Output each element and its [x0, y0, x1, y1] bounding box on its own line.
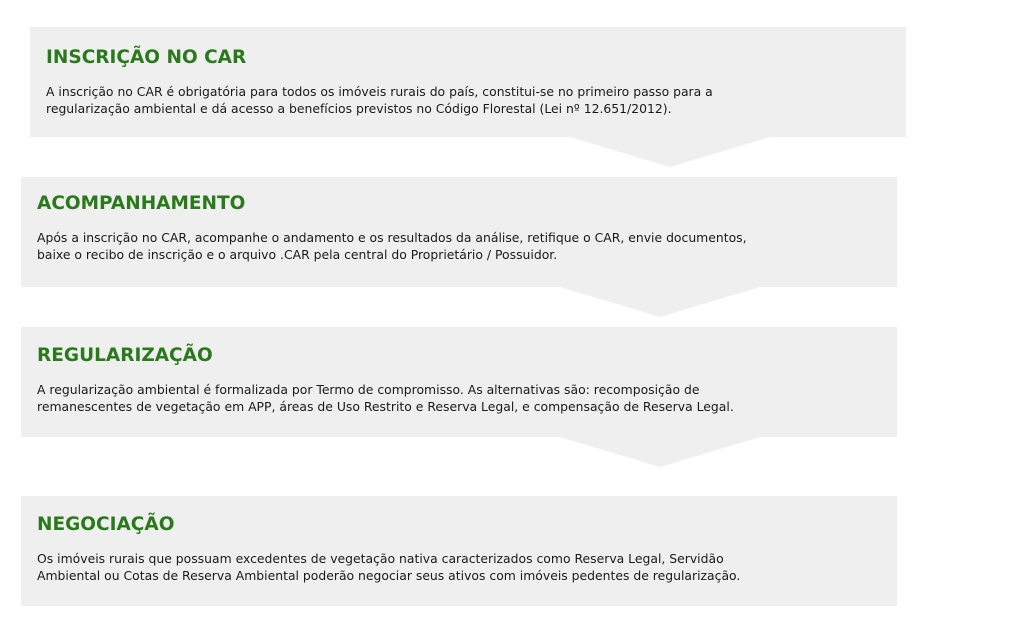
step-inscricao-box — [30, 27, 906, 137]
down-arrow-connector-2 — [560, 287, 760, 317]
step-inscricao-title: INSCRIÇÃO NO CAR — [46, 47, 247, 68]
step-regularizacao-line-1: A regularização ambiental é formalizada por Termo de compromisso. As alternativas são: recomposição de — [37, 382, 700, 397]
step-acompanhamento-line-2: baixe o recibo de inscrição e o arquivo .CAR pela central do Proprietário / Possuidor. — [37, 247, 558, 262]
step-regularizacao-box — [21, 327, 897, 437]
down-arrow-connector-3 — [560, 437, 760, 467]
step-negociacao-box — [21, 496, 897, 606]
step-negociacao-description — [37, 550, 740, 584]
step-inscricao-description — [46, 83, 713, 117]
step-inscricao-line-1: A inscrição no CAR é obrigatória para todos os imóveis rurais do país, constitui-se no primeiro passo para a — [46, 84, 713, 99]
step-acompanhamento-title: ACOMPANHAMENTO — [37, 193, 246, 214]
step-acompanhamento-box — [21, 177, 897, 287]
step-acompanhamento-description — [37, 229, 747, 263]
step-acompanhamento-line-1: Após a inscrição no CAR, acompanhe o andamento e os resultados da análise, retifique o CAR, envie documentos, — [37, 230, 747, 245]
step-inscricao-line-2: regularização ambiental e dá acesso a benefícios previstos no Código Florestal (Lei nº 12.651/2012). — [46, 101, 672, 116]
step-negociacao-title: NEGOCIAÇÃO — [37, 514, 175, 535]
step-negociacao-line-1: Os imóveis rurais que possuam excedentes de vegetação nativa caracterizados como Reserva Legal, Servidão — [37, 551, 724, 566]
step-regularizacao-line-2: remanescentes de vegetação em APP, áreas de Uso Restrito e Reserva Legal, e compensação de Reserva Legal. — [37, 399, 734, 414]
step-negociacao-line-2: Ambiental ou Cotas de Reserva Ambiental poderão negociar seus ativos com imóveis pedentes de regularização. — [37, 568, 741, 583]
step-regularizacao-title: REGULARIZAÇÃO — [37, 345, 213, 366]
down-arrow-connector-1 — [570, 137, 770, 167]
step-regularizacao-description — [37, 381, 734, 415]
